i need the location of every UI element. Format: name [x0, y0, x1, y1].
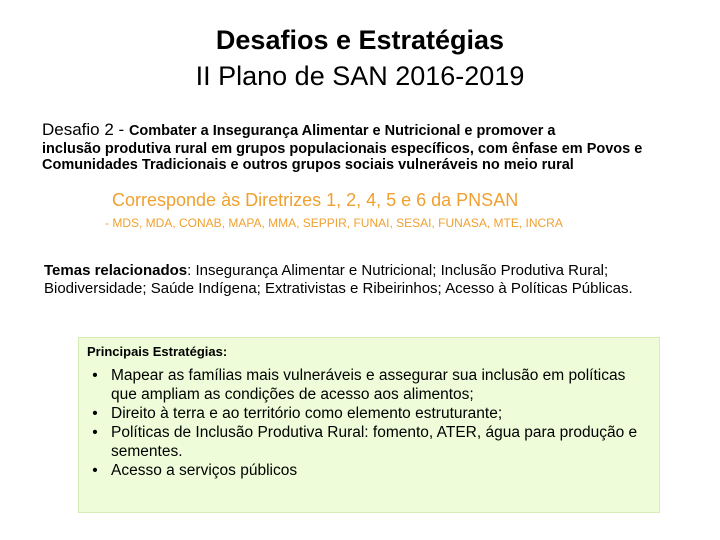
- topics-label: Temas relacionados: [44, 262, 188, 279]
- agencies-list: - MDS, MDA, CONAB, MAPA, MMA, SEPPIR, FUNAI, SESAI, FUNASA, MTE, INCRA: [105, 216, 563, 230]
- bullet-icon: •: [92, 424, 98, 441]
- strategies-title: Principais Estratégias:: [87, 344, 228, 359]
- strategies-list: [87, 366, 647, 480]
- list-item: [87, 423, 647, 461]
- related-topics: [44, 262, 664, 298]
- slide-title: [0, 22, 720, 94]
- bullet-icon: •: [92, 405, 98, 422]
- list-item: [87, 366, 647, 404]
- challenge-heading-text: Combater a Insegurança Alimentar e Nutricional e promover a: [128, 123, 556, 139]
- directrizes-text: Corresponde às Diretrizes 1, 2, 4, 5 e 6 da PNSAN: [112, 190, 519, 210]
- challenge-heading: [42, 120, 662, 141]
- list-item: [87, 461, 647, 480]
- challenge-section: [42, 120, 662, 173]
- challenge-body: inclusão produtiva rural em grupos populacionais específicos, com ênfase em Povos e Comunidades Tradicionais e outros grupos sociais vulneráveis no meio rural: [42, 141, 643, 173]
- bullet-icon: •: [92, 367, 98, 384]
- strategy-text: Políticas de Inclusão Produtiva Rural: fomento, ATER, água para produção e sementes.: [111, 424, 638, 460]
- strategy-text: Acesso a serviços públicos: [111, 462, 298, 479]
- bullet-icon: •: [92, 462, 98, 479]
- title-main: Desafios e Estratégias: [215, 25, 505, 55]
- strategies-box: [78, 337, 660, 513]
- topics-text: : Insegurança Alimentar e Nutricional; Inclusão Produtiva Rural; Biodiversidade; Saúde Indígena; Extrativistas e Ribeirinhos; Acesso à Políticas Públicas.: [44, 262, 633, 297]
- title-subtitle: II Plano de SAN 2016-2019: [195, 61, 525, 91]
- strategy-text: Direito à terra e ao território como elemento estruturante;: [111, 405, 503, 422]
- list-item: [87, 404, 647, 423]
- challenge-label: Desafio 2 -: [42, 120, 129, 139]
- strategy-text: Mapear as famílias mais vulneráveis e assegurar sua inclusão em políticas que ampliam as condições de acesso aos alimentos;: [111, 367, 626, 403]
